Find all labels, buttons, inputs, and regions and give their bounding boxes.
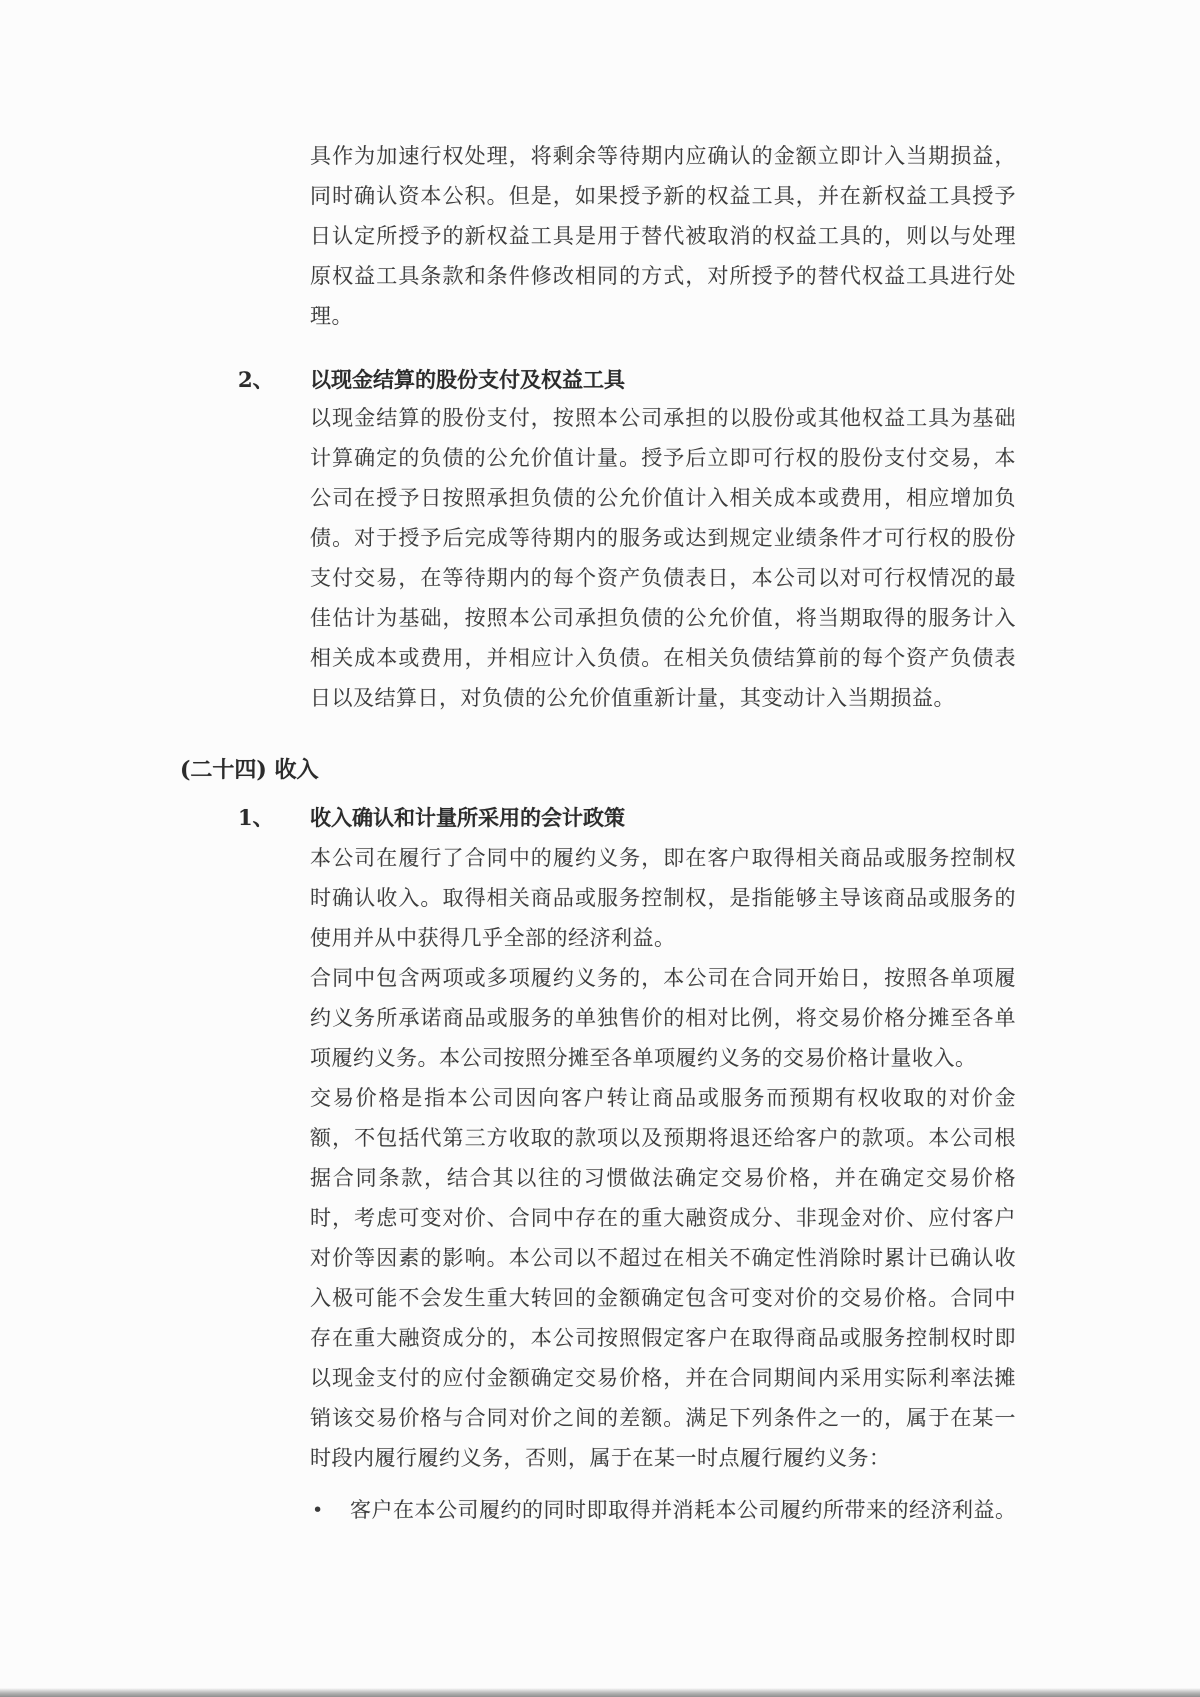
section-2-body: 以现金结算的股份支付，按照本公司承担的以股份或其他权益工具为基础计算确定的负债的公允价值计量。授予后立即可行权的股份支付交易，本公司在授予日按照承担负债的公允价值计入相关成本或费用，相应增加负债。对于授予后完成等待期内的服务或达到规定业绩条件才可行权的股份支付交易，在等待期内的每个资产负债表日，本公司以对可行权情况的最佳估计为基础，按照本公司承担负债的公允价值，将当期取得的服务计入相关成本或费用，并相应计入负债。在相关负债结算前的每个资产负债表日以及结算日，对负债的公允价值重新计量，其变动计入当期损益。	[310, 406, 1016, 710]
policy-paragraph-2: 合同中包含两项或多项履约义务的，本公司在合同开始日，按照各单项履约义务所承诺商品或服务的单独售价的相对比例，将交易价格分摊至各单项履约义务。本公司按照分摊至各单项履约义务的交易价格计量收入。	[310, 966, 1016, 1070]
continuation-paragraph: 具作为加速行权处理，将剩余等待期内应确认的金额立即计入当期损益，同时确认资本公积。但是，如果授予新的权益工具，并在新权益工具授予日认定所授予的新权益工具是用于替代被取消的权益工具的，则以与处理原权益工具条款和条件修改相同的方式，对所授予的替代权益工具进行处理。	[310, 144, 1016, 328]
bullet-point-icon: •	[312, 1499, 324, 1521]
section-24-heading: (二十四) 收入	[180, 757, 319, 783]
policy-paragraph-3: 交易价格是指本公司因向客户转让商品或服务而预期有权收取的对价金额，不包括代第三方收取的款项以及预期将退还给客户的款项。本公司根据合同条款，结合其以往的习惯做法确定交易价格，并在确定交易价格时，考虑可变对价、合同中存在的重大融资成分、非现金对价、应付客户对价等因素的影响。本公司以不超过在相关不确定性消除时累计已确认收入极可能不会发生重大转回的金额确定包含可变对价的交易价格。合同中存在重大融资成分的，本公司按照假定客户在取得商品或服务控制权时即以现金支付的应付金额确定交易价格，并在合同期间内采用实际利率法摊销该交易价格与合同对价之间的差额。满足下列条件之一的，属于在某一时段内履行履约义务，否则，属于在某一时点履行履约义务：	[310, 1086, 1016, 1470]
bullet-item	[312, 1490, 1018, 1530]
bullet-item-text: 客户在本公司履约的同时即取得并消耗本公司履约所带来的经济利益。	[350, 1498, 1017, 1522]
page-bottom-edge	[0, 1688, 1200, 1697]
subsection-1-title: 收入确认和计量所采用的会计政策	[310, 805, 625, 830]
section-2-title: 以现金结算的股份支付及权益工具	[310, 367, 625, 392]
subsection-1-number: 1、	[238, 805, 274, 830]
policy-paragraph-1: 本公司在履行了合同中的履约义务，即在客户取得相关商品或服务控制权时确认收入。取得相关商品或服务控制权，是指能够主导该商品或服务的使用并从中获得几乎全部的经济利益。	[310, 846, 1016, 950]
section-2-number: 2、	[238, 367, 274, 392]
